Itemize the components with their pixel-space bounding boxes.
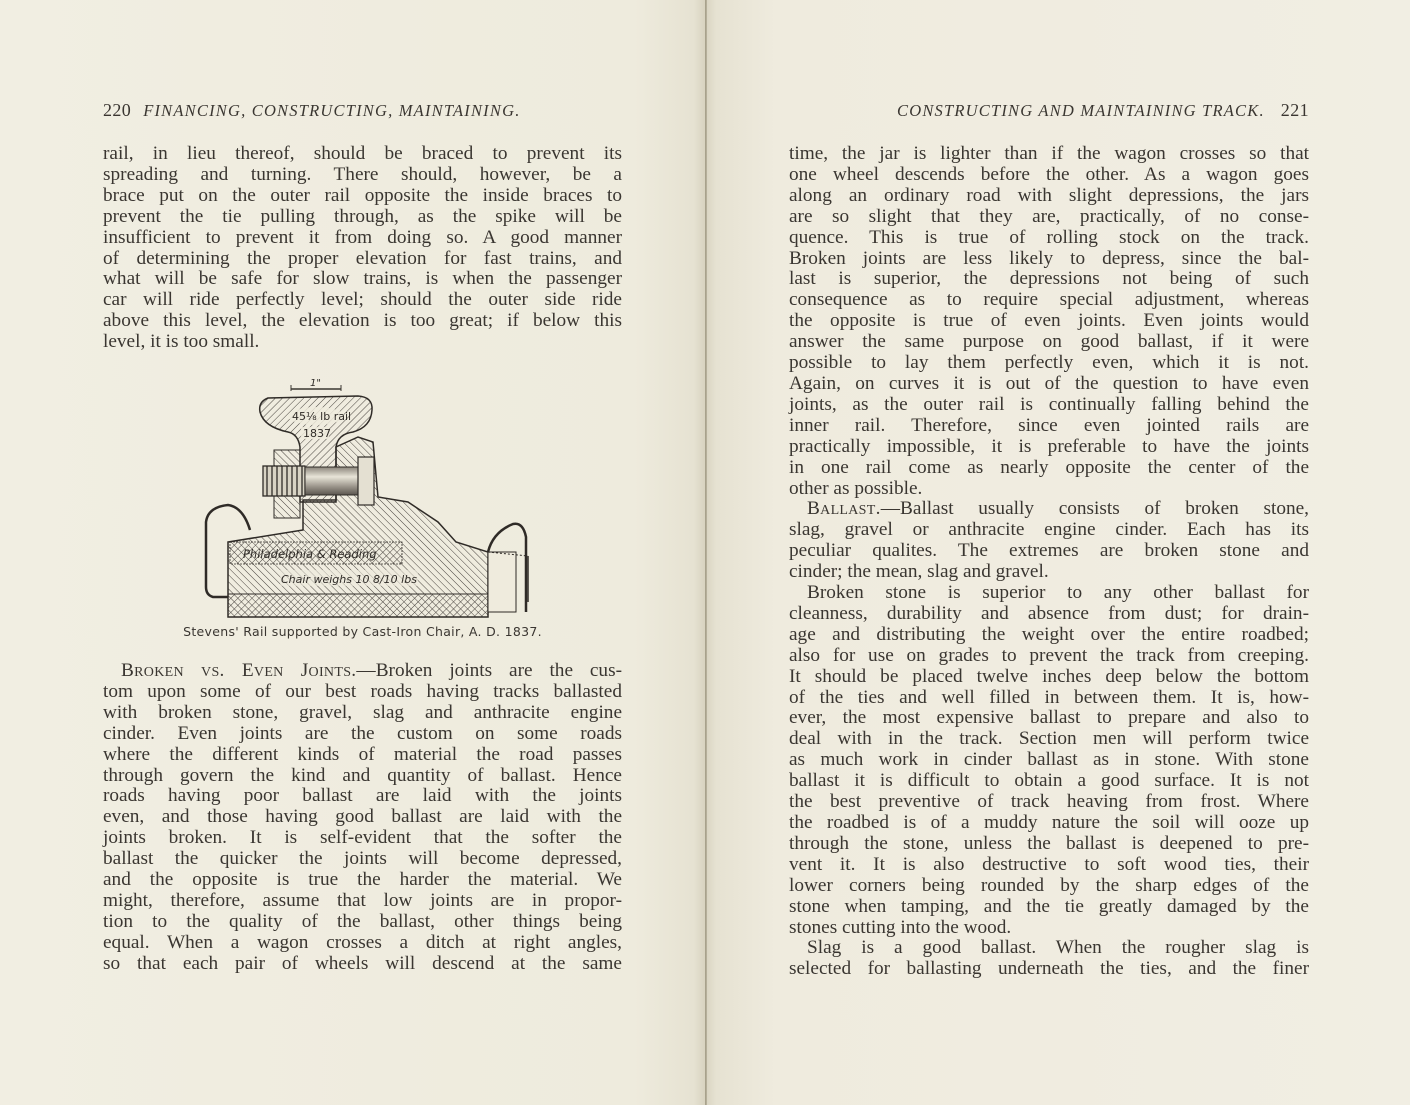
text-line: It should be placed twelve inches deep below the bottom [789,665,1309,687]
rail-label-line2: 1837 [303,427,331,440]
text-line: along an ordinary road with slight depressions, the jars [789,184,1309,206]
text-line: so that each pair of wheels will descend at the same [103,952,622,974]
text-line: what will be safe for slow trains, is when the passenger [103,268,622,290]
text-line: with broken stone, gravel, slag and anthracite engine [103,701,622,723]
text-line: time, the jar is lighter than if the wagon crosses so that [789,143,1309,164]
text-line: rail, in lieu thereof, should be braced to prevent its [103,143,622,164]
figure-caption: Stevens' Rail supported by Cast-Iron Chair, A. D. 1837. [183,624,542,639]
page-number-right: 221 [1280,100,1309,120]
text-line: possible to lay them perfectly even, which it is not. [789,352,1309,374]
running-head-title-left: FINANCING, CONSTRUCTING, MAINTAINING. [143,101,521,120]
left-paragraph-1 [103,144,622,353]
text-line: brace put on the outer rail opposite the inside braces to [103,184,622,206]
section-heading-broken-even-joints: Broken vs. Even Joints. [121,660,357,681]
text-line [103,661,622,682]
text-line: roads having poor ballast are laid with the joints [103,785,622,807]
right-page [789,0,1309,1105]
rail-chair-illustration [188,372,538,620]
text-line: slag, gravel or anthracite engine cinder. Each has its [789,519,1309,541]
right-running-head [829,100,1309,122]
text-line: even, and those having good ballast are laid with the [103,806,622,828]
text-line: of determining the proper elevation for fast trains, and [103,247,622,269]
text-line: through the stone, unless the ballast is deepened to pre- [789,832,1309,854]
text-line: inner rail. Therefore, since even jointed rails are [789,414,1309,436]
text-line: lower corners being rounded by the sharp edges of the [789,874,1309,896]
text-line: tom upon some of our best roads having tracks ballasted [103,680,622,702]
text-line: one wheel descends before the other. As a wagon goes [789,163,1309,185]
text-line: selected for ballasting underneath the ties, and the finer [789,958,1309,980]
right-paragraph-1 [789,144,1309,980]
text-line: Broken joints are less likely to depress, since the bal- [789,247,1309,269]
text-line: ballast it is difficult to obtain a good surface. It is not [789,770,1309,792]
text-line: quence. This is true of rolling stock on the track. [789,226,1309,248]
text-line: above this level, the elevation is too great; if below this [103,310,622,332]
text-line: where the different kinds of material the road passes [103,743,622,765]
running-head-title-right: CONSTRUCTING AND MAINTAINING TRACK. [897,101,1265,120]
text-line: spreading and turning. There should, however, be a [103,163,622,185]
page-number-left: 220 [103,100,132,120]
text-line: might, therefore, assume that low joints are in propor- [103,889,622,911]
text-line: stone when tamping, and the tie greatly damaged by the [789,895,1309,917]
book-gutter [705,0,707,1105]
text-line: Broken stone is superior to any other ballast for [807,582,1309,604]
text-line: consequence as to require special adjustment, whereas [789,289,1309,311]
text-line: the opposite is true of even joints. Even joints would [789,310,1309,332]
text-line: are so slight that they are, practically, of no conse- [789,205,1309,227]
text-line: level, it is too small. [103,331,260,353]
text-line: cleanness, durability and absence from dust; for drain- [789,602,1309,624]
text-line: other as possible. [789,477,923,499]
scale-label: 1" [310,378,321,389]
text-line: answer the same purpose on good ballast, if it were [789,331,1309,353]
chair-label-line1: Philadelphia & Reading [243,547,377,561]
text-line: ever, the most expensive ballast to prepare and also to [789,707,1309,729]
text-line: Again, on curves it is out of the question to have even [789,372,1309,394]
text-run: —Ballast usually consists of broken stone, [880,498,1309,520]
text-line: and the opposite is true the harder the material. We [103,869,622,891]
left-page [103,0,622,1105]
text-line: also for use on grades to prevent the track from creeping. [789,644,1309,666]
left-paragraph-2 [103,661,622,975]
text-line: stones cutting into the wood. [789,916,1012,938]
text-line: last is superior, the depressions not being of such [789,268,1309,290]
text-line: practically impossible, it is preferable to have the joints [789,435,1309,457]
text-line: joints, as the outer rail is continually falling behind the [789,393,1309,415]
text-line: tion to the quality of the ballast, other things being [103,910,622,932]
text-line: age and distributing the weight over the entire roadbed; [789,623,1309,645]
text-line: ballast the quicker the joints will become depressed, [103,848,622,870]
left-running-head [103,100,622,122]
text-line [789,499,1309,520]
text-line: vent it. It is also destructive to soft wood ties, their [789,853,1309,875]
rail-label-line1: 45⅛ lb rail [292,410,352,423]
text-line: of the ties and well filled in between them. It is, how- [789,686,1309,708]
text-line: prevent the tie pulling through, as the spike will be [103,205,622,227]
text-line: cinder. Even joints are the custom on some roads [103,722,622,744]
section-heading-ballast: Ballast. [807,498,881,520]
text-line: joints broken. It is self-evident that the softer the [103,827,622,849]
text-line: in one rail come as nearly opposite the center of the [789,456,1309,478]
text-line: car will ride perfectly level; should the outer side ride [103,289,622,311]
text-line: the best preventive of track heaving from frost. Where [789,791,1309,813]
text-line: cinder; the mean, slag and gravel. [789,561,1049,583]
text-line: equal. When a wagon crosses a ditch at right angles, [103,931,622,953]
text-line: deal with in the track. Section men will perform twice [789,728,1309,750]
text-line: peculiar qualites. The extremes are broken stone and [789,540,1309,562]
text-line: the roadbed is of a muddy nature the soil will ooze up [789,812,1309,833]
text-line: Slag is a good ballast. When the rougher slag is [807,937,1309,959]
chair-label-line2: Chair weighs 10 8/10 lbs [281,573,417,586]
text-line: as much work in cinder ballast as in stone. With stone [789,749,1309,771]
text-line: through govern the kind and quantity of ballast. Hence [103,764,622,786]
text-line: insufficient to prevent it from doing so. A good manner [103,226,622,248]
text-run: —Broken joints are the cus- [356,660,622,681]
